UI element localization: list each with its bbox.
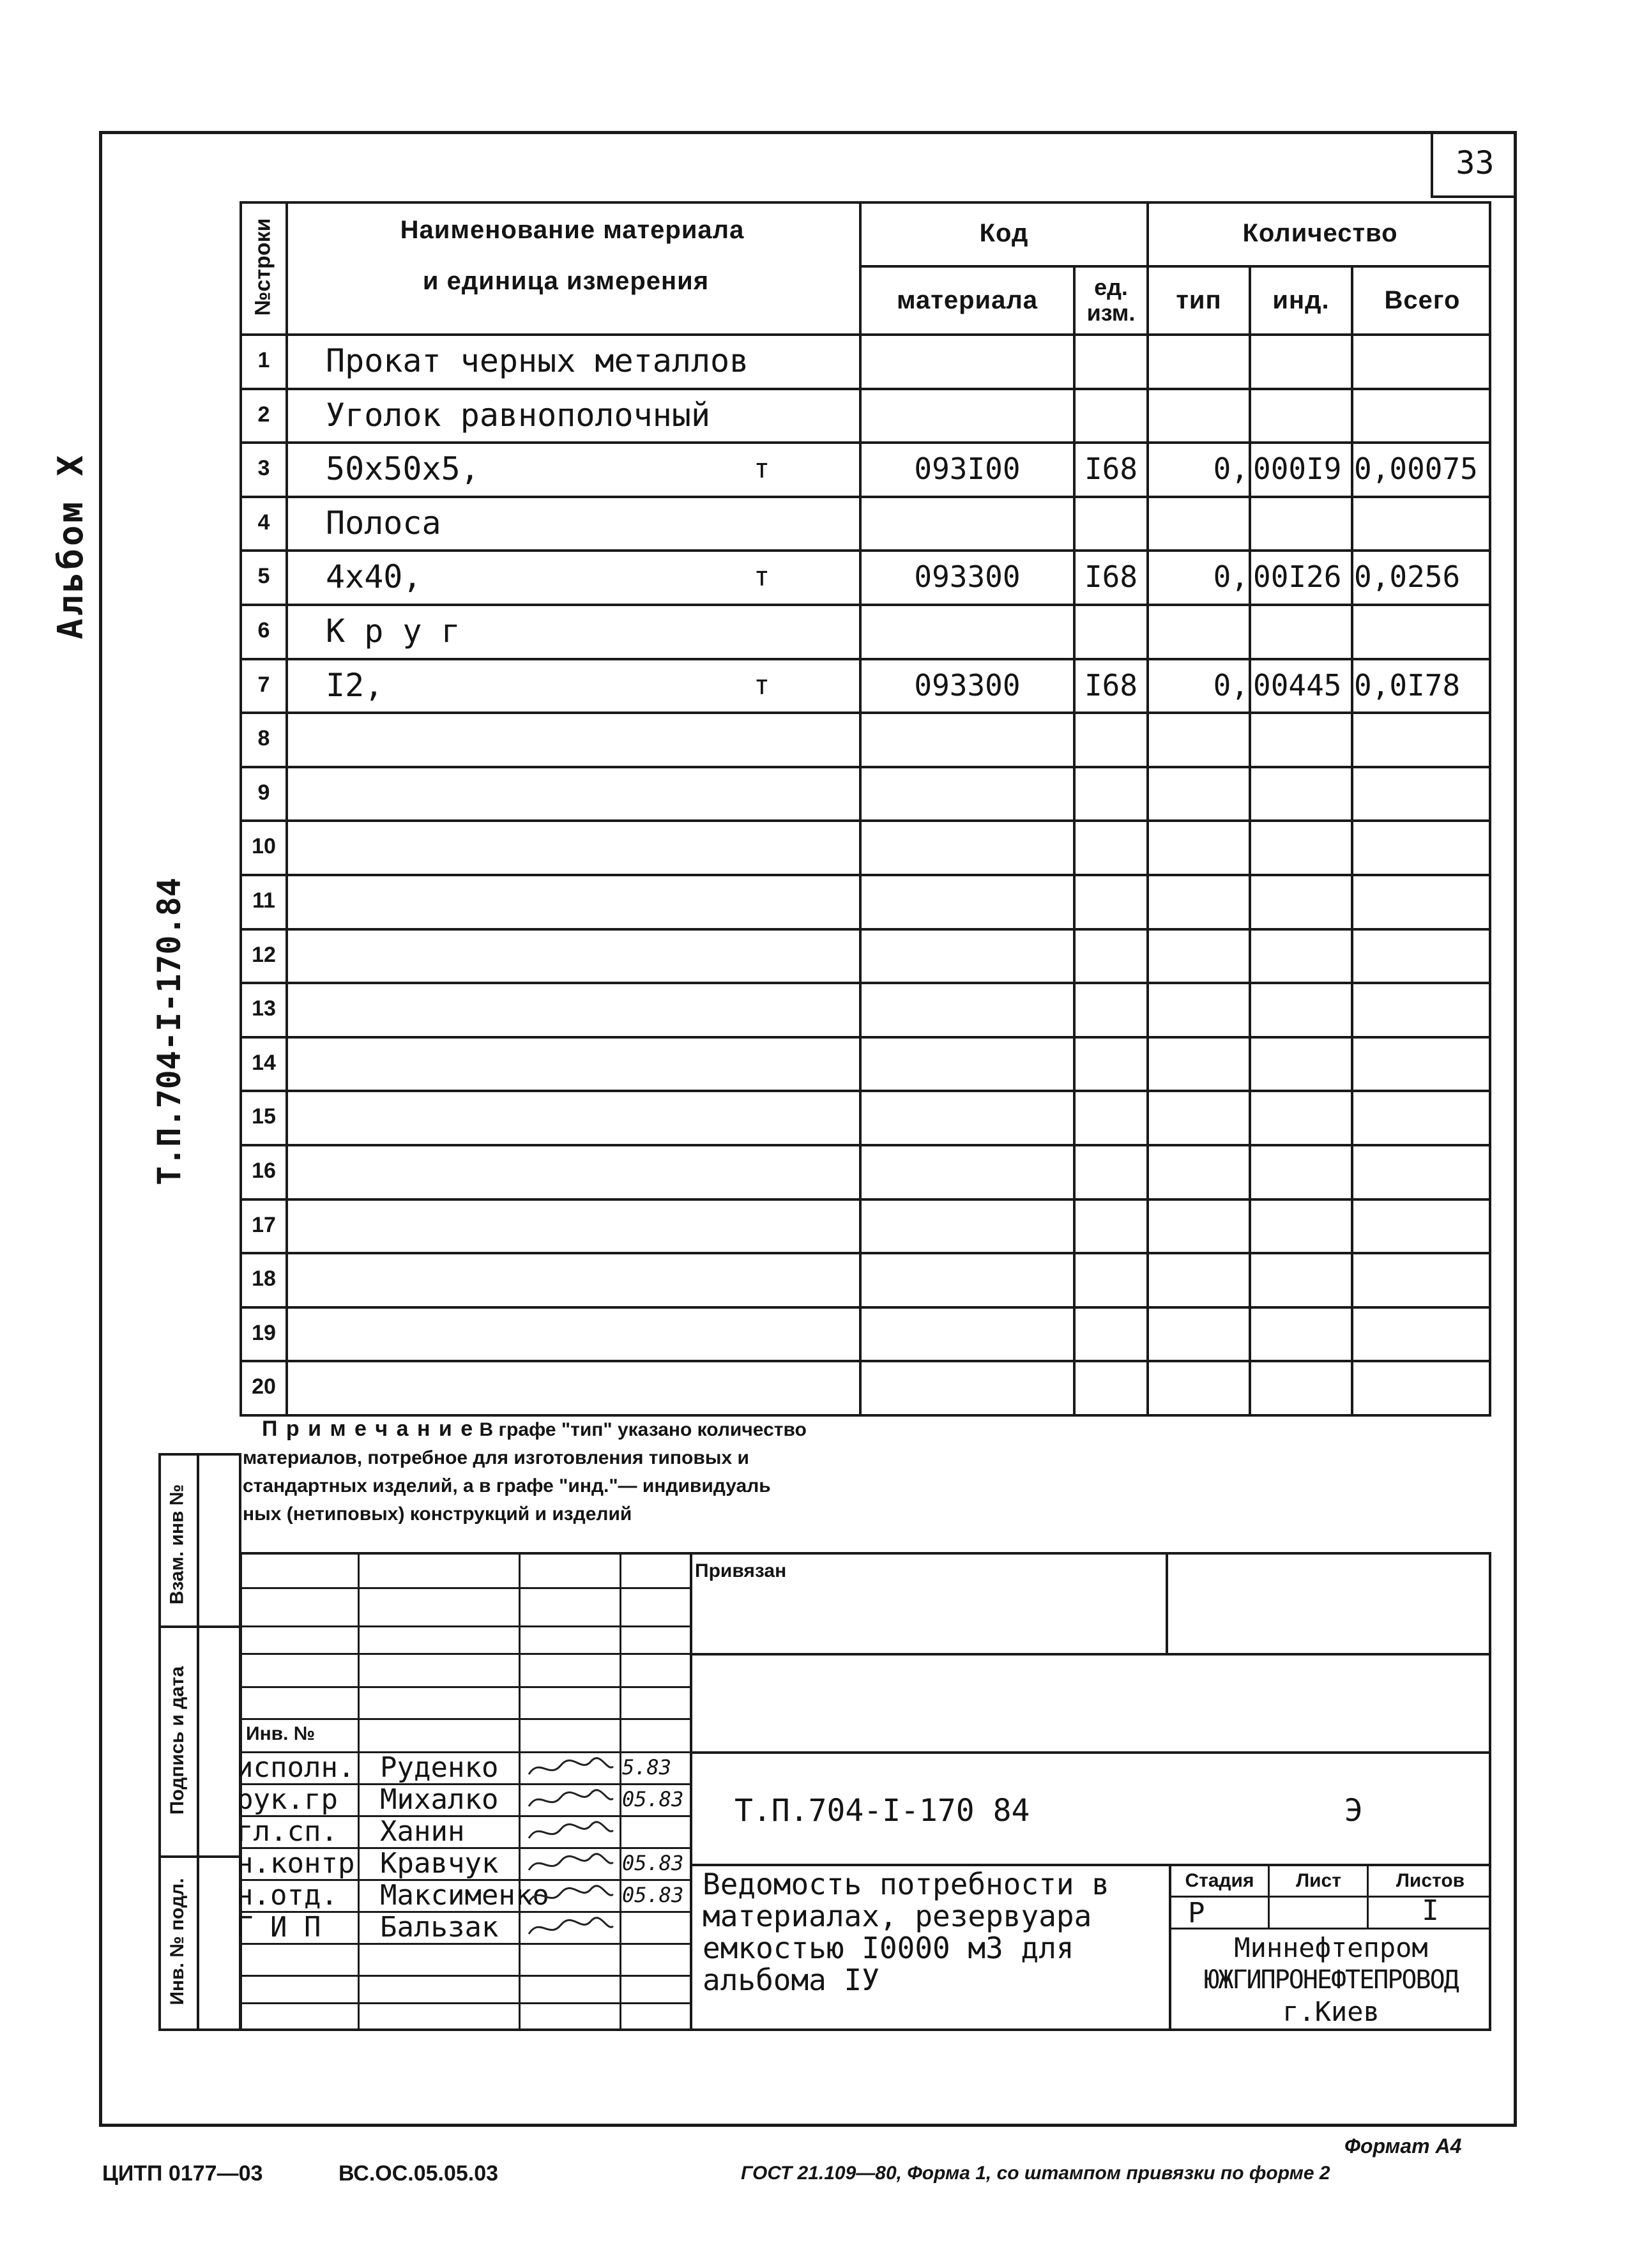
table-row-number: 14 — [252, 1051, 276, 1075]
table-row-number: 10 — [252, 834, 276, 858]
org-line3: г.Киев — [1282, 1996, 1380, 2027]
signer-date: 05.83 — [622, 1851, 684, 1875]
table-row-number: 11 — [252, 888, 275, 913]
bound-label: Привязан — [695, 1560, 787, 1581]
table-row-unit-code: I68 — [1084, 667, 1138, 703]
side-stamp-label-2: Подпись и дата — [167, 1666, 188, 1815]
table-row-unit-code: I68 — [1084, 559, 1138, 594]
table-row-type — [1149, 604, 1249, 658]
table-row-number: 9 — [257, 780, 270, 805]
table-row-unit — [754, 388, 792, 442]
signer-date: 5.83 — [622, 1755, 672, 1779]
table-row-total — [1354, 333, 1491, 388]
signature-mark — [524, 1882, 616, 1910]
signer-name: Бальзак — [380, 1910, 499, 1944]
stamp-title-line4: альбома IУ — [703, 1963, 879, 1997]
table-row-type — [1149, 388, 1249, 442]
signer-role: н.контр — [236, 1846, 355, 1880]
table-row-number: 16 — [252, 1159, 276, 1183]
header-qty-ind: инд. — [1272, 285, 1330, 314]
table-row-unit — [754, 496, 792, 550]
sheet-value — [1270, 1898, 1367, 1928]
table-row-number: 17 — [252, 1213, 276, 1237]
note-text-line2: материалов, потребное для изготовления типовых и — [243, 1447, 749, 1468]
table-row-unit: т — [754, 669, 770, 701]
note-text-line4: ных (нетиповых) конструкций и изделий — [243, 1503, 632, 1525]
table-row-type — [1149, 333, 1249, 388]
table-row-unit-code — [1076, 333, 1146, 388]
table-row-code: 093300 — [914, 559, 1021, 594]
sheets-value: I — [1422, 1894, 1439, 1927]
org-line2: ЮЖГИПРОНЕФТЕПРОВОД — [1204, 1965, 1458, 1995]
header-code-unit-text: ед. изм. — [1086, 274, 1136, 326]
table-row-unit-code: I68 — [1084, 451, 1138, 486]
organization — [1171, 1932, 1491, 2028]
note-line1 — [262, 1415, 1475, 1444]
table-row-ind — [1253, 388, 1351, 442]
table-row-unit: т — [754, 561, 770, 592]
header-code: Код — [979, 218, 1029, 247]
signer-name: Ханин — [380, 1815, 465, 1848]
signature-mark — [524, 1754, 616, 1782]
table-row-ind: 000I9 — [1253, 451, 1342, 486]
side-stamp-label-3: Инв. № подл. — [167, 1878, 188, 2005]
stamp-designation: Т.П.704-I-170 84 — [734, 1793, 1030, 1829]
table-row-number: 2 — [257, 402, 270, 427]
sheets-label: Листов — [1396, 1870, 1465, 1891]
table-row-type: 0, — [1213, 559, 1249, 594]
signer-role: Г И П — [236, 1910, 321, 1944]
signer-name: Михалко — [380, 1783, 499, 1816]
table-row-code: 093I00 — [914, 451, 1021, 486]
note-heading: П р и м е ч а н и е — [262, 1417, 475, 1441]
table-row-ind — [1253, 604, 1351, 658]
header-qty-type: тип — [1176, 285, 1222, 314]
note-block — [243, 1415, 1475, 1528]
signer-date: 05.83 — [622, 1787, 684, 1811]
table-row-name: 4x40, — [326, 558, 422, 595]
table-row-total: 0,0256 — [1354, 559, 1461, 594]
stamp-title — [703, 1868, 1162, 1996]
table-row-name: Уголок равнополочный — [326, 396, 711, 434]
signature-mark — [524, 1914, 616, 1942]
note-text-line1: В графе "тип" указано количество — [479, 1419, 807, 1440]
table-row-unit-code — [1076, 604, 1146, 658]
signer-role: рук.гр — [236, 1783, 338, 1816]
header-code-unit — [1076, 268, 1146, 332]
table-row-number: 19 — [252, 1321, 276, 1345]
table-row-name: I2, — [326, 666, 384, 704]
footer-right: ГОСТ 21.109—80, Форма 1, со штампом привязки по форме 2 — [741, 2163, 1330, 2184]
header-name-line1: Наименование материала — [400, 215, 745, 244]
table-row-number: 13 — [252, 996, 276, 1021]
table-row-unit — [754, 333, 792, 388]
table-row-number: 7 — [257, 673, 270, 697]
table-row-number: 8 — [257, 726, 270, 750]
header-qty-total: Всего — [1384, 285, 1461, 314]
signer-role: н.отд. — [236, 1878, 338, 1912]
table-row-total: 0,00075 — [1354, 451, 1478, 486]
table-row-number: 12 — [252, 943, 276, 967]
table-row-ind: 00445 — [1253, 667, 1342, 703]
table-row-total — [1354, 496, 1491, 550]
table-row-number: 3 — [257, 456, 270, 480]
side-doc-code: Т.П.704-I-170.84 — [151, 878, 188, 1185]
table-row-ind — [1253, 496, 1351, 550]
format-label: Формат А4 — [1344, 2134, 1462, 2158]
table-row-number: 15 — [252, 1104, 276, 1129]
table-row-code — [862, 333, 1073, 388]
table-row-total: 0,0I78 — [1354, 667, 1461, 703]
footer-left-2: ВС.ОС.05.05.03 — [339, 2161, 499, 2186]
table-row-type: 0, — [1213, 451, 1249, 486]
signer-date — [622, 1815, 688, 1847]
table-row-code: 093300 — [914, 667, 1021, 703]
signer-name: Кравчук — [380, 1846, 499, 1880]
table-row-number: 1 — [257, 348, 270, 372]
table-row-total — [1354, 604, 1491, 658]
signature-mark — [524, 1786, 616, 1814]
inv-no-label: Инв. № — [246, 1723, 316, 1744]
signer-date: 05.83 — [622, 1883, 684, 1907]
table-row-number: 6 — [257, 618, 270, 643]
table-row-number: 18 — [252, 1267, 276, 1291]
table-row-code — [862, 604, 1073, 658]
header-row-number: №строки — [250, 218, 275, 316]
album-label: Альбом X — [50, 452, 91, 640]
table-row-code — [862, 388, 1073, 442]
table-row-unit — [754, 604, 792, 658]
table-row-name: К р у г — [326, 612, 460, 650]
table-row-number: 4 — [257, 510, 270, 535]
signer-role: гл.сп. — [236, 1815, 338, 1848]
signer-role: исполн. — [236, 1751, 355, 1784]
stamp-title-line3: емкостью I0000 м3 для — [703, 1931, 1074, 1965]
table-row-name: Прокат черных металлов — [326, 342, 749, 379]
table-row-ind — [1253, 333, 1351, 388]
stamp-title-line2: материалах, резервуара — [703, 1899, 1092, 1933]
table-row-unit-code — [1076, 388, 1146, 442]
table-row-total — [1354, 388, 1491, 442]
stage-label: Стадия — [1185, 1870, 1254, 1891]
table-row-unit: т — [754, 453, 770, 484]
signature-mark — [524, 1850, 616, 1878]
table-row-name: Полоса — [326, 504, 441, 542]
sheet-label: Лист — [1296, 1870, 1341, 1891]
header-name-line2: и единица измерения — [422, 266, 710, 295]
stamp-letter: Э — [1344, 1793, 1363, 1829]
page-number: 33 — [1456, 144, 1495, 181]
signer-date — [622, 1911, 688, 1943]
signature-mark — [524, 1818, 616, 1846]
side-stamp-label-1: Взам. инв № — [166, 1484, 188, 1605]
table-row-unit-code — [1076, 496, 1146, 550]
table-row-type: 0, — [1213, 667, 1249, 703]
table-row-number: 5 — [257, 564, 270, 588]
table-row-name: 50x50x5, — [326, 450, 480, 487]
org-line1: Миннефтепром — [1234, 1932, 1428, 1963]
stamp-title-line1: Ведомость потребности в — [703, 1867, 1109, 1901]
stage-value: Р — [1188, 1896, 1205, 1929]
footer-left-1: ЦИТП 0177—03 — [102, 2161, 263, 2186]
header-quantity: Количество — [1242, 218, 1398, 247]
table-row-type — [1149, 496, 1249, 550]
header-code-material: материала — [896, 285, 1038, 314]
note-text-line3: стандартных изделий, а в графе "инд."— индивидуаль — [243, 1475, 771, 1496]
table-row-number: 20 — [252, 1374, 276, 1399]
table-row-ind: 00I26 — [1253, 559, 1342, 594]
signer-name: Руденко — [380, 1751, 499, 1784]
signer-name: Максименко — [380, 1878, 549, 1912]
table-row-code — [862, 496, 1073, 550]
